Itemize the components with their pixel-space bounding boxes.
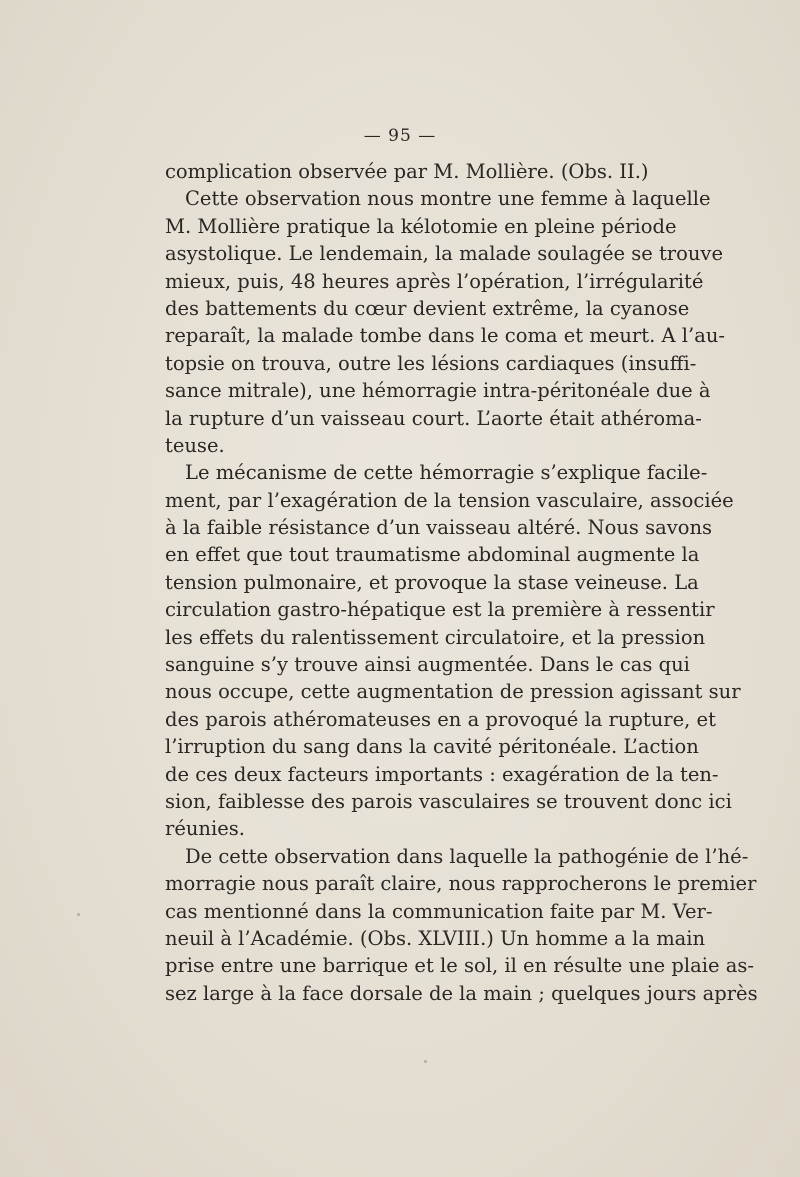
text-line: des battements du cœur devient extrême, la cyanose	[165, 296, 690, 320]
paragraph-start-line: Cette observation nous montre une femme à laquelle	[185, 187, 711, 211]
paragraph-start-line: De cette observation dans laquelle la pathogénie de l’hé-	[185, 844, 749, 868]
text-line: morragie nous paraît claire, nous rapprocherons le premier	[165, 872, 757, 896]
text-line: sez large à la face dorsale de la main ; quelques jours après	[165, 981, 758, 1005]
text-line: sance mitrale), une hémorragie intra-péritonéale due à	[165, 379, 711, 403]
text-line: tension pulmonaire, et provoque la stase veineuse. La	[165, 570, 699, 594]
page-number: — 95 —	[363, 126, 437, 146]
text-line: sion, faiblesse des parois vasculaires se trouvent donc ici	[165, 789, 732, 813]
text-line: topsie on trouva, outre les lésions cardiaques (insuffi-	[165, 351, 697, 375]
text-line: mieux, puis, 48 heures après l’opération, l’irrégularité	[165, 269, 704, 293]
text-line: neuil à l’Académie. (Obs. XLVIII.) Un homme a la main	[165, 926, 706, 950]
text-line: des parois athéromateuses en a provoqué la rupture, et	[165, 707, 716, 731]
text-line: circulation gastro-hépatique est la première à ressentir	[165, 598, 715, 622]
text-line: les effets du ralentissement circulatoire, et la pression	[165, 625, 706, 649]
text-line: complication observée par M. Mollière. (Obs. II.)	[165, 160, 649, 183]
body-text	[165, 158, 758, 1007]
text-line: prise entre une barrique et le sol, il en résulte une plaie as-	[165, 954, 754, 978]
text-line: ment, par l’exagération de la tension vasculaire, associée	[165, 488, 734, 512]
text-line: en effet que tout traumatisme abdominal augmente la	[165, 543, 700, 567]
text-line: la rupture d’un vaisseau court. L’aorte était athéroma-	[165, 406, 702, 430]
text-line: asystolique. Le lendemain, la malade soulagée se trouve	[165, 242, 723, 266]
text-line: cas mentionné dans la communication faite par M. Ver-	[165, 899, 713, 923]
paper-speck	[77, 913, 80, 916]
text-line: de ces deux facteurs importants : exagération de la ten-	[165, 762, 719, 786]
text-line: M. Mollière pratique la kélotomie en pleine période	[165, 214, 677, 238]
paper-speck	[424, 1060, 427, 1063]
text-line: l’irruption du sang dans la cavité péritonéale. L’action	[165, 735, 699, 759]
text-line: nous occupe, cette augmentation de pression agissant sur	[165, 680, 741, 704]
paragraph-start-line: Le mécanisme de cette hémorragie s’explique facile-	[185, 461, 708, 485]
paragraph-end-line: réunies.	[165, 817, 245, 841]
text-line: reparaît, la malade tombe dans le coma et meurt. A l’au-	[165, 324, 725, 348]
text-line: sanguine s’y trouve ainsi augmentée. Dans le cas qui	[165, 653, 690, 677]
paragraph-end-line: teuse.	[165, 433, 225, 457]
text-line: à la faible résistance d’un vaisseau altéré. Nous savons	[165, 516, 713, 540]
